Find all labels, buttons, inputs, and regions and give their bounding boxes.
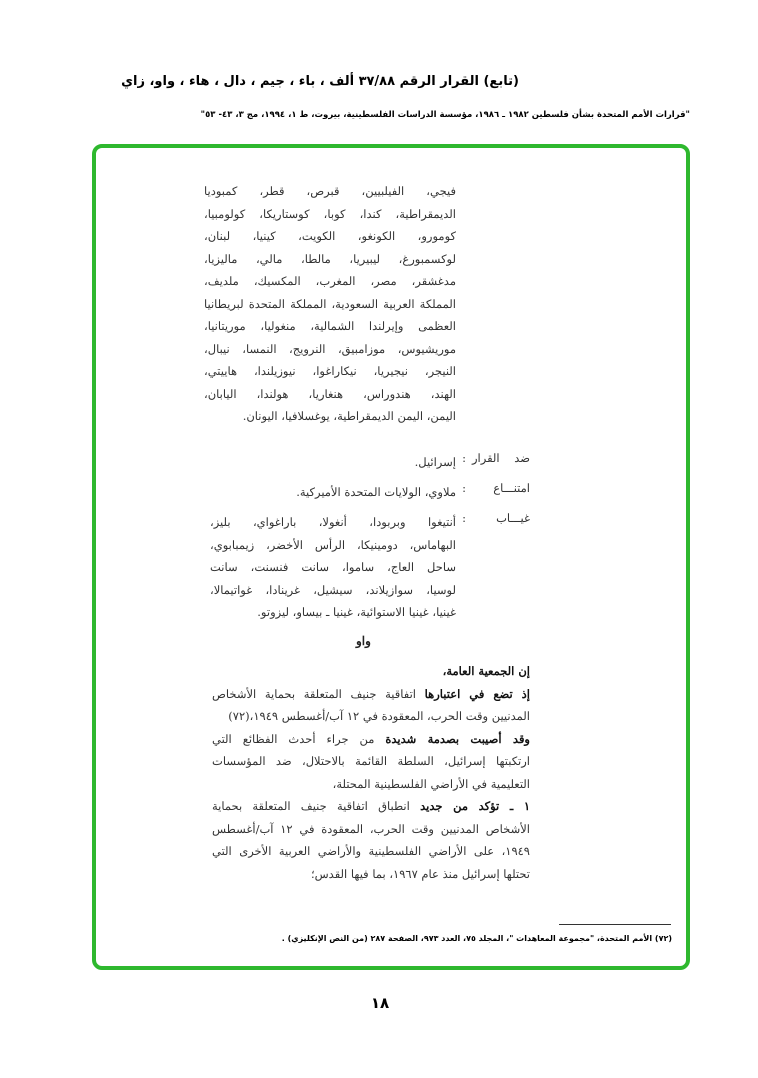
line-text: الأشخاص المدنيين وقت الحرب، المعقودة في ١٢ آب/أغسطس — [212, 821, 530, 836]
line-text: من جراء أحدث الفظائع التي — [212, 731, 386, 746]
line-text: ١٩٤٩، على الأراضي الفلسطينية والأراضي العربية الأخرى التي — [212, 844, 530, 858]
country-line: اليمن، اليمن الديمقراطية، يوغسلافيا، اليونان. — [242, 409, 456, 423]
source-citation: "قرارات الأمم المتحدة بشأن فلسطين ١٩٨٢ ـ ١٩٨٦، مؤسسة الدراسات الفلسطينية، بيروت، ط ١، ١٩٩٤، مج ٣، ٤٣- ٥٣" — [200, 110, 690, 120]
country-line: موريشيوس، موزامبيق، النرويج، النمسا، نيبال، — [204, 341, 456, 356]
operative-line — [212, 863, 530, 886]
preamble-line — [212, 773, 530, 796]
country-line: أنتيغوا وبربودا، أنغولا، باراغواي، بليز، — [210, 515, 456, 529]
abstain-list — [210, 481, 456, 504]
abstain-colon: : — [462, 481, 466, 495]
preamble-line — [212, 683, 530, 706]
country-line: العظمى وإيرلندا الشمالية، منغوليا، موريتانيا، — [204, 319, 456, 333]
operative-line — [212, 840, 530, 863]
country-line: الهند، هندوراس، هنغاريا، هولندا، اليابان، — [204, 386, 456, 401]
against-label: ضد القرار — [472, 451, 530, 465]
country-line: فيجي، الفيلبيين، قبرص، قطر، كمبوديا — [204, 184, 456, 198]
footnote-divider — [559, 924, 671, 925]
against-colon: : — [462, 451, 466, 465]
absent-colon: : — [462, 511, 466, 525]
preamble-line — [212, 750, 530, 773]
line-text: انطباق اتفاقية جنيف المتعلقة بحماية — [212, 799, 421, 813]
line-text: المدنيين وقت الحرب، المعقودة في ١٢ آب/أغسطس ١٩٤٩،(٧٢) — [228, 709, 530, 723]
country-line: البهاماس، دومينيكا، الرأس الأخضر، زيمبابوي، — [210, 537, 456, 552]
absent-label: غيـــاب — [496, 511, 530, 525]
page-number: ١٨ — [370, 994, 390, 1012]
preamble-line — [212, 705, 530, 728]
operative-line — [212, 795, 530, 818]
against-list — [210, 451, 456, 474]
absent-list — [210, 511, 456, 624]
abstain-label: امتنـــاع — [493, 481, 530, 495]
line-text: تحتلها إسرائيل منذ عام ١٩٦٧، بما فيها القدس؛ — [310, 866, 530, 881]
country-line: إسرائيل. — [414, 455, 456, 469]
country-line: لوكسمبورغ، ليبيريا، مالطا، مالي، ماليزيا، — [204, 251, 456, 266]
operative-phrase: وقد أصيبت بصدمة شديدة — [385, 731, 530, 746]
page-title: (تابع) القرار الرقم ٣٧/٨٨ ألف ، باء ، جيم ، دال ، هاء ، واو، زاي — [121, 74, 519, 89]
country-line: الديمقراطية، كندا، كوبا، كوستاريكا، كولومبيا، — [204, 206, 456, 221]
country-line: كومورو، الكونغو، الكويت، كينيا، لبنان، — [204, 229, 456, 243]
line-text: ارتكبتها إسرائيل، السلطة القائمة بالاحتلال، ضد المؤسسات — [212, 754, 530, 768]
operative-line — [212, 818, 530, 841]
line-text: التعليمية في الأراضي الفلسطينية المحتلة، — [332, 776, 530, 791]
operative-phrase: إذ تضع في اعتبارها — [424, 686, 530, 701]
country-line: لوسيا، سوازيلاند، سيشيل، غرينادا، غواتيمالا، — [210, 582, 456, 597]
country-line: غينيا، غينيا الاستوائية، غينيا ـ بيساو، ليزوتو. — [257, 605, 456, 620]
in-favour-list — [204, 180, 456, 428]
country-line: مدغشقر، مصر، المغرب، المكسيك، ملديف، — [204, 274, 456, 288]
resolution-opening: إن الجمعية العامة، — [442, 664, 530, 678]
country-line: النيجر، نيجيريا، نيكاراغوا، نيوزيلندا، هاييتي، — [204, 364, 456, 378]
operative-phrase: ١ ـ تؤكد من جديد — [420, 799, 530, 813]
country-line: المملكة العربية السعودية، المملكة المتحدة لبريطانيا — [204, 296, 456, 311]
preamble-line — [212, 728, 530, 751]
line-text: اتفاقية جنيف المتعلقة بحماية الأشخاص — [212, 686, 425, 701]
country-line: ملاوي، الولايات المتحدة الأميركية. — [296, 485, 456, 499]
resolution-text — [212, 660, 530, 885]
footnote: (٧٢) الأمم المتحدة، "مجموعة المعاهدات "، المجلد ٧٥، العدد ٩٧٣، الصفحة ٢٨٧ (من النص الإنكليزي) . — [281, 934, 672, 943]
country-line: ساحل العاج، ساموا، سانت فنسنت، سانت — [210, 560, 456, 575]
section-letter: واو — [356, 634, 371, 648]
